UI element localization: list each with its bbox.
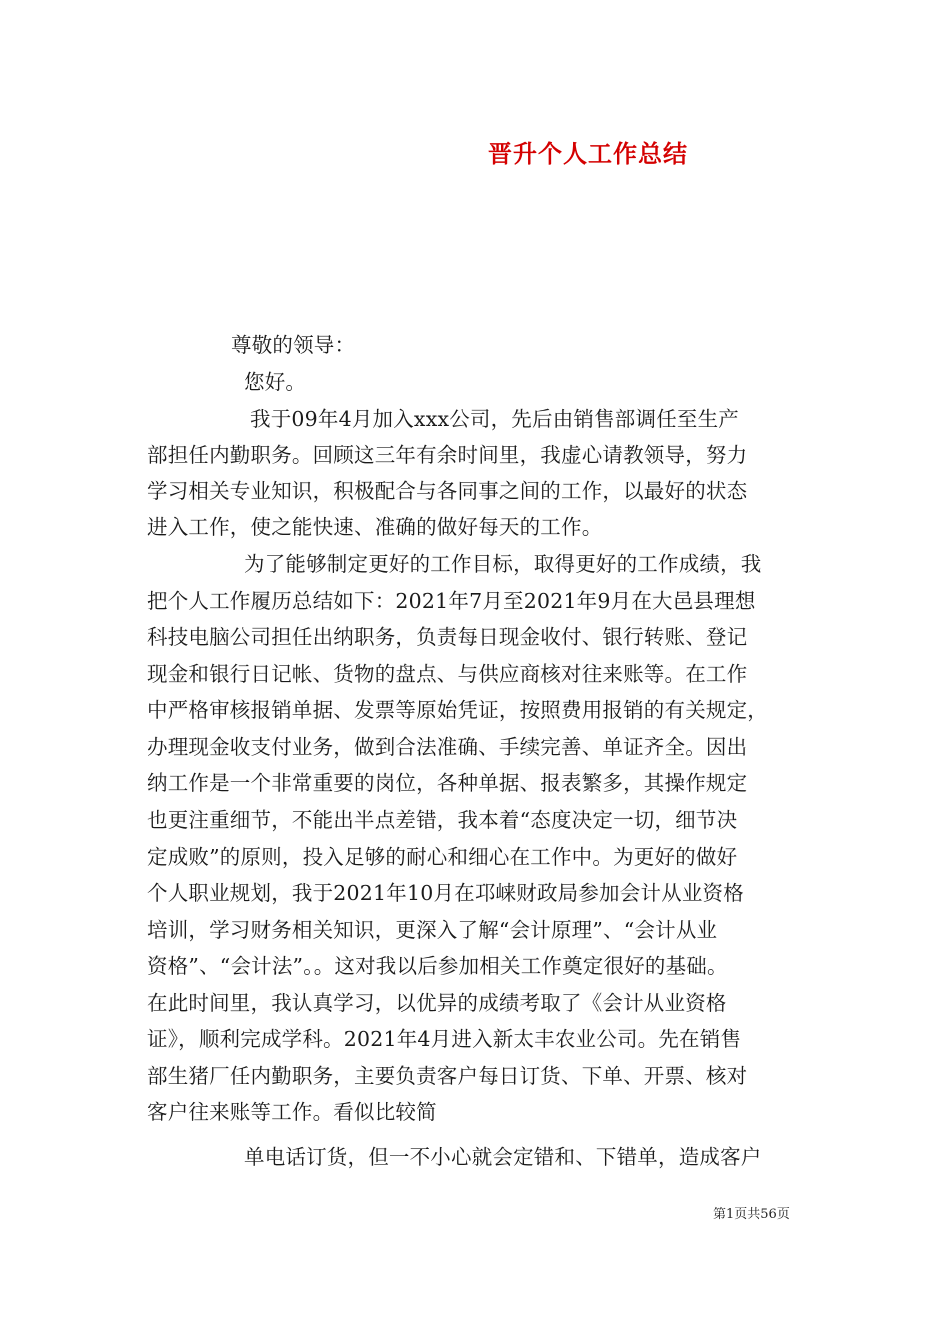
body-line: 培训，学习财务相关知识，更深入了解“会计原理”、“会计从业: [147, 918, 718, 942]
body-line: 部生猪厂任内勤职务，主要负责客户每日订货、下单、开票、核对: [147, 1064, 748, 1088]
body-line: 中严格审核报销单据、发票等原始凭证，按照费用报销的有关规定，: [147, 698, 768, 722]
body-line: 证》，顺利完成学科。2021年4月进入新太丰农业公司。先在销售: [147, 1027, 742, 1051]
body-line: 办理现金收支付业务，做到合法准确、手续完善、单证齐全。因出: [147, 735, 748, 759]
body-line: 资格”、“会计法”。。这对我以后参加相关工作奠定很好的基础。: [147, 954, 728, 978]
body-line: 部担任内勤职务。回顾这三年有余时间里，我虚心请教领导，努力: [147, 443, 748, 467]
body-line: 进入工作，使之能快速、准确的做好每天的工作。: [147, 515, 603, 539]
body-line: 客户往来账等工作。看似比较简: [147, 1100, 437, 1124]
body-line: 为了能够制定更好的工作目标，取得更好的工作成绩，我: [244, 552, 762, 576]
body-line: 纳工作是一个非常重要的岗位，各种单据、报表繁多，其操作规定: [147, 771, 748, 795]
body-line: 我于09年4月加入xxx公司，先后由销售部调任至生产: [250, 407, 740, 431]
body-line: 也更注重细节，不能出半点差错，我本着“态度决定一切，细节决: [147, 808, 738, 832]
body-line: 在此时间里，我认真学习，以优异的成绩考取了《会计从业资格: [147, 991, 727, 1015]
page-number: 第1页共56页: [713, 1207, 790, 1222]
body-line: 科技电脑公司担任出纳职务，负责每日现金收付、银行转账、登记: [147, 625, 748, 649]
salutation-line: 尊敬的领导：: [231, 333, 356, 357]
body-line: 单电话订货，但一不小心就会定错和、下错单，造成客户: [244, 1145, 762, 1169]
body-line: 现金和银行日记帐、货物的盘点、与供应商核对往来账等。在工作: [147, 662, 748, 686]
greeting-line: 您好。: [244, 370, 307, 394]
body-line: 定成败”的原则，投入足够的耐心和细心在工作中。为更好的做好: [147, 845, 738, 869]
document-title: 晋升个人工作总结: [488, 139, 688, 168]
body-line: 把个人工作履历总结如下：2021年7月至2021年9月在大邑县理想: [147, 589, 756, 613]
body-line: 学习相关专业知识，积极配合与各同事之间的工作，以最好的状态: [147, 479, 748, 503]
body-line: 个人职业规划，我于2021年10月在邛崃财政局参加会计从业资格: [147, 881, 744, 905]
